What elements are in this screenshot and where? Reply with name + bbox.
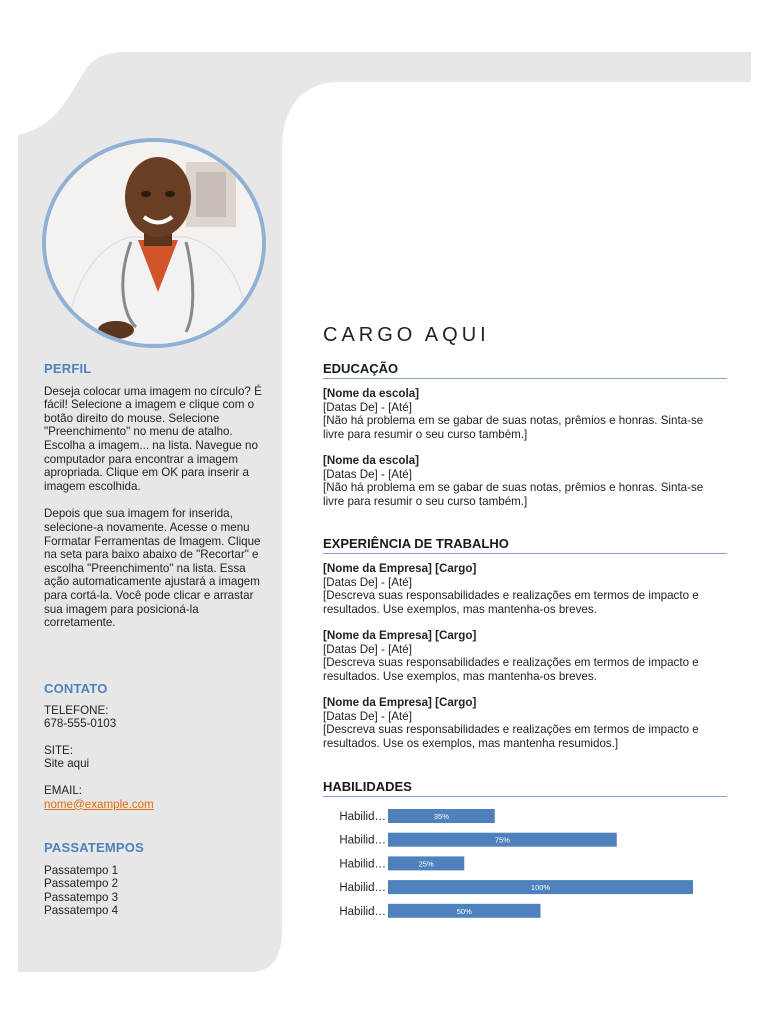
skill-label: Habilid… bbox=[339, 811, 386, 823]
skill-value-label: 25% bbox=[418, 859, 434, 869]
contact-heading: CONTATO bbox=[44, 681, 108, 696]
school-name: [Nome da escola] bbox=[323, 387, 419, 400]
hobby-item: Passatempo 4 bbox=[44, 904, 119, 918]
profile-heading: PERFIL bbox=[44, 361, 92, 376]
education-dates: [Datas De] - [Até] bbox=[323, 400, 412, 414]
email-label: EMAIL: bbox=[44, 783, 83, 797]
hobby-item: Passatempo 1 bbox=[44, 863, 119, 877]
hobby-item: Passatempo 2 bbox=[44, 877, 119, 891]
experience-dates: [Datas De] - [Até] bbox=[323, 642, 412, 656]
experience-description: [Descreva suas responsabilidades e realizações em termos de impacto e resultados. Use exemplos, mas mantenha-os breves. bbox=[323, 589, 699, 616]
doctor-photo-illustration bbox=[46, 142, 262, 344]
skill-value-label: 75% bbox=[494, 835, 510, 845]
experience-entry bbox=[323, 629, 727, 683]
hobby-item: Passatempo 3 bbox=[44, 890, 119, 904]
experience-heading: EXPERIÊNCIA DE TRABALHO bbox=[323, 536, 727, 554]
skill-label: Habilid… bbox=[339, 834, 386, 847]
skill-label: Habilid… bbox=[339, 882, 386, 895]
company-role: [Nome da Empresa] [Cargo] bbox=[323, 562, 477, 575]
school-name: [Nome da escola] bbox=[323, 454, 419, 467]
experience-entry bbox=[323, 562, 727, 616]
experience-description: [Descreva suas responsabilidades e realizações em termos de impacto e resultados. Use exemplos, mas mantenha-os breves. bbox=[323, 656, 699, 683]
phone-label: TELEFONE: bbox=[44, 703, 109, 717]
experience-dates: [Datas De] - [Até] bbox=[323, 575, 412, 589]
skill-value-label: 35% bbox=[433, 812, 449, 821]
hobbies-section bbox=[44, 841, 264, 918]
skills-chart bbox=[323, 804, 727, 924]
job-title: CARGO AQUI bbox=[323, 324, 490, 346]
email-link[interactable]: nome@example.com bbox=[44, 797, 154, 811]
phone-value: 678-555-0103 bbox=[44, 717, 117, 731]
profile-text-1: Deseja colocar uma imagem no círculo? É fácil! Selecione a imagem e clique com o botão direito do mouse. Selecione "Preenchimento" no menu de atalho. Escolha a imagem... na lista. Navegue no computador para encontrar a imagem apropriada. Clique em OK para inserir a imagem escolhida. bbox=[44, 384, 262, 493]
education-description: [Não há problema em se gabar de suas notas, prêmios e honras. Sinta-se livre para resumir o seu curso também.] bbox=[323, 481, 704, 508]
education-description: [Não há problema em se gabar de suas notas, prêmios e honras. Sinta-se livre para resumir o seu curso também.] bbox=[323, 414, 704, 441]
profile-text-2: Depois que sua imagem for inserida, selecione-a novamente. Acesse o menu Formatar Ferramentas de Imagem. Clique na seta para baixo abaixo de "Recortar" e escolha "Preenchimento" na lista. Essa ação automaticamente ajustará a imagem para cortá-la. Você pode clicar e arrastar sua imagem para posicioná-la corretamente. bbox=[44, 507, 261, 630]
skills-heading: HABILIDADES bbox=[323, 779, 727, 797]
site-label: SITE: bbox=[44, 743, 73, 757]
education-entry bbox=[323, 454, 727, 508]
experience-dates: [Datas De] - [Até] bbox=[323, 709, 412, 723]
skill-value-label: 100% bbox=[530, 883, 551, 893]
skill-label: Habilid… bbox=[339, 858, 386, 871]
profile-section bbox=[44, 362, 264, 630]
company-role: [Nome da Empresa] [Cargo] bbox=[323, 696, 477, 709]
education-heading: EDUCAÇÃO bbox=[323, 361, 727, 379]
hobbies-heading: PASSATEMPOS bbox=[44, 840, 144, 855]
education-entry bbox=[323, 387, 727, 441]
company-role: [Nome da Empresa] [Cargo] bbox=[323, 629, 477, 642]
profile-photo[interactable] bbox=[42, 138, 266, 348]
contact-section bbox=[44, 682, 264, 811]
experience-entry bbox=[323, 696, 727, 750]
skill-value-label: 50% bbox=[456, 906, 472, 916]
site-value: Site aqui bbox=[44, 757, 90, 771]
experience-description: [Descreva suas responsabilidades e realizações em termos de impacto e resultados. Use os exemplos, mas mantenha resumidos.] bbox=[323, 723, 699, 750]
education-dates: [Datas De] - [Até] bbox=[323, 467, 412, 481]
skill-label: Habilid… bbox=[339, 905, 386, 918]
